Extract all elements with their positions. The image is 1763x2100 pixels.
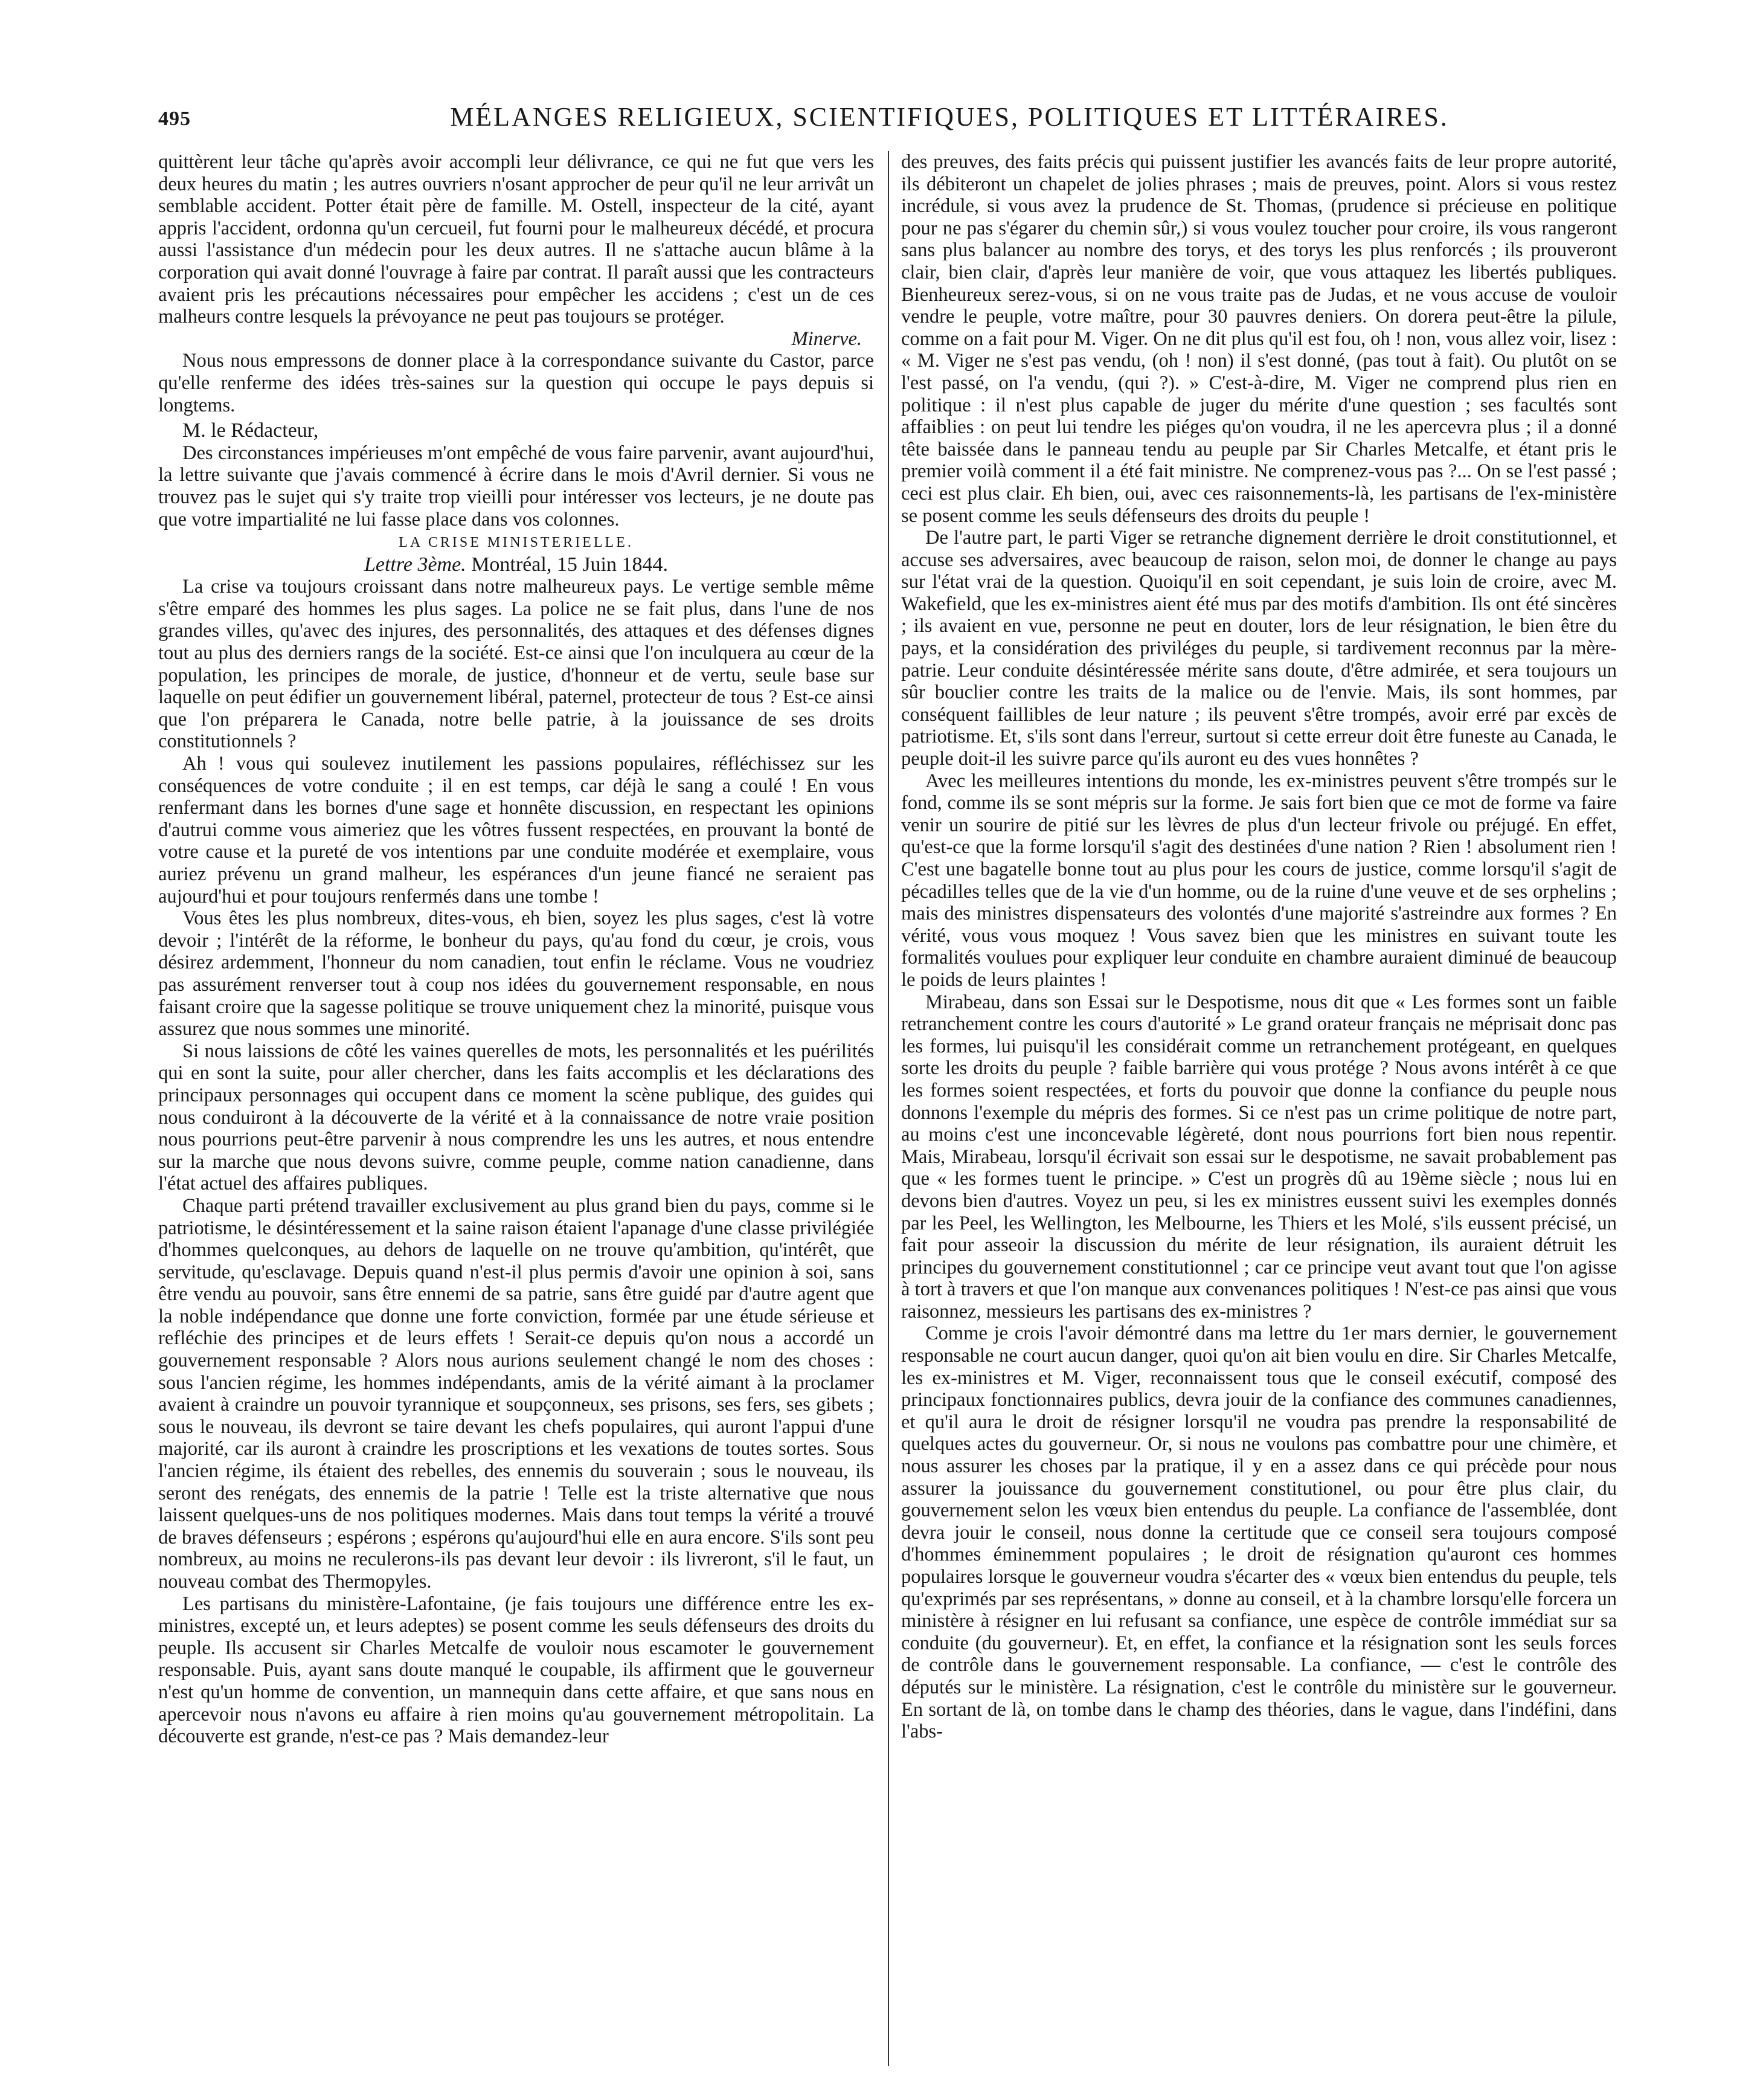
article-paragraph: Mirabeau, dans son Essai sur le Despotisme, nous dit que « Les formes sont un faible retranchement contre les cours d'autorité » Le grand orateur français ne méprisait donc pas les formes, lui puisqu'il les considérait comme un retranchement protégeant, en quelques sorte les droits du peuple ? faible barrière qui vous protége ? Nous avons intérêt à ce que les formes soient respectées, et forts du pouvoir que donne la confiance du peuple nous donnons l'exemple du mépris des formes. Si ce n'est pas un crime politique de notre part, au moins c'est une inconcevable légèreté, dont nous pourrions fort bien nous repentir. Mais, Mirabeau, lorsqu'il écrivait son essai sur le despotisme, ne savait probablement pas que « les formes tuent le principe. » C'est un progrès dû au 19ème siècle ; nous lui en devons bien d'autres. Voyez un peu, si les ex ministres eussent suivi les exemples donnés par les Peel, les Wellington, les Melbourne, les Thiers et les Molé, s'ils eussent précisé, un fait pour asseoir la discussion du mérite de leur résignation, ils auraient détruit les principes du gouvernement constitutionnel ; car ce principe veut avant tout que l'on agisse à tort à travers et que l'on manque aux convenances politiques ! N'est-ce pas ainsi que vous raisonnez, messieurs les partisans des ex-ministres ? [901, 991, 1617, 1322]
editorial-note: Nous nous empressons de donner place à la correspondance suivante du Castor, parce qu'elle renferme des idées très-saines sur la question qui occupe le pays depuis si longtems. [158, 350, 874, 416]
article-paragraph: Vous êtes les plus nombreux, dites-vous, eh bien, soyez les plus sages, c'est là votre devoir ; l'intérêt de la réforme, le bonheur du pays, qu'au fond du cœur, je crois, vous désirez ardemment, l'honneur du nom canadien, tout enfin le réclame. Vous ne voudriez pas assurément renverser tout à coup nos idées du gouvernement responsable, en nous faisant croire que la sagesse politique se trouve uniquement chez la minorité, puisque vous assurez que nous sommes une minorité. [158, 907, 874, 1040]
article-paragraph: des preuves, des faits précis qui puissent justifier les avancés faits de leur propre autorité, ils débiteront un chapelet de jolies phrases ; mais de preuves, point. Alors si vous restez incrédule, si vous avez la prudence de St. Thomas, (prudence si précieuse en politique pour ne pas s'égarer du chemin sûr,) si vous voulez toucher pour croire, ils vous rangeront sans plus balancer au nombre des torys, et des torys les plus renforcés ; ils prouveront clair, bien clair, d'après leur manière de voir, que vous attaquez les libertés publiques. Bienheureux serez-vous, si on ne vous traite pas de Judas, et ne vous accuse de vouloir vendre le peuple, votre maître, pour 30 pauvres deniers. On dorera peut-être la pilule, comme on a fait pour M. Viger. On ne dit plus qu'il est fou, oh ! non, vous allez voir, lisez : « M. Viger ne s'est pas vendu, (oh ! non) il s'est donné, (pas tout à fait). Ou plutôt on se l'est passé, on l'a vendu, (qui ?). » C'est-à-dire, M. Viger ne comprend plus rien en politique : il n'est plus capable de juger du mérite d'une question ; ses facultés sont affaiblies : on peut lui tendre les piéges qu'on voudra, il ne les apercevra plus ; il a donné tête baissée dans le panneau tendu au peuple par Sir Charles Metcalfe, et étant pris le premier voilà comment il a été fait ministre. Ne comprenez-vous pas ?... On se l'est passé ; ceci est plus clair. Eh bien, oui, avec ces raisonnements-là, les partisans de l'ex-ministère se posent comme les seuls défenseurs des droits du peuple ! [901, 151, 1617, 527]
article-paragraph: quittèrent leur tâche qu'après avoir accompli leur délivrance, ce qui ne fut que vers les deux heures du matin ; les autres ouvriers n'osant approcher de peur qu'il ne leur arrivât un semblable accident. Potter était père de famille. M. Ostell, inspecteur de la cité, ayant appris l'accident, ordonna qu'un cercueil, fut fourni pour le malheureux décédé, et procura aussi l'assistance d'un médecin pour les deux autres. Il ne s'attache aucun blâme à la corporation qui avait donné l'ouvrage à faire par contrat. Il paraît aussi que les contracteurs avaient pris les précautions nécessaires pour empêcher les accidens ; c'est un de ces malheurs contre lesquels la prévoyance ne peut pas toujours se protéger. [158, 151, 874, 328]
article-paragraph: Si nous laissions de côté les vaines querelles de mots, les personnalités et les puérilités qui en sont la suite, pour aller chercher, dans les faits accomplis et les déclarations des principaux personnages qui occupent dans ce moment la scène publique, des guides qui nous conduiront à la découverte de la vérité et à la connaissance de notre vraie position nous pourrions peut-être parvenir à nous comprendre les uns les autres, et nous entendre sur la marche que nous devons suivre, comme peuple, comme nation canadienne, dans l'état actuel des affaires publiques. [158, 1040, 874, 1195]
dateline-label: Lettre 3ème. [364, 553, 466, 576]
article-paragraph: Ah ! vous qui soulevez inutilement les passions populaires, réfléchissez sur les conséquences de votre conduite ; il en est temps, car déjà le sang a coulé ! En vous renfermant dans les bornes d'une sage et honnête discussion, en respectant les opinions d'autrui comme vous aimeriez que les vôtres fussent respectées, en prouvant la bonté de votre cause et la pureté de vos intentions par une conduite modérée et exemplaire, vous auriez prévenu un grand malheur, les espérances d'un jeune fiancé ne seraient pas aujourd'hui et pour toujours renfermés dans une tombe ! [158, 753, 874, 907]
running-title: MÉLANGES RELIGIEUX, SCIENTIFIQUES, POLITIQUES ET LITTÉRAIRES. [450, 102, 1449, 132]
source-attribution: Minerve. [791, 327, 862, 350]
article-paragraph: Avec les meilleures intentions du monde, les ex-ministres peuvent s'être trompés sur le fond, comme ils se sont mépris sur la forme. Je sais fort bien que ce mot de forme va faire venir un sourire de pitié sur les lèvres de plus d'un lecteur frivole ou préjugé. En effet, qu'est-ce que la forme lorsqu'il s'agit des destinées d'une nation ? Rien ! absolument rien ! C'est une bagatelle bonne tout au plus pour les cours de justice, comme lorsqu'il s'agit de pécadilles telles que de la vie d'un homme, ou de la ruine d'une veuve et de ses orphelins ; mais des ministres dispensateurs des volontés d'une majorité s'astreindre aux formes ? En vérité, vous vous moquez ! Vous savez bien que les ministres en suivant toute les formalités voulues pour expliquer leur conduite en chambre auraient diminué de beaucoup le poids de leurs plaintes ! [901, 770, 1617, 991]
column-divider [888, 151, 889, 2066]
article-paragraph: La crise va toujours croissant dans notre malheureux pays. Le vertige semble même s'être emparé des hommes les plus sages. La police ne se fait plus, dans l'une de nos grandes villes, qu'avec des injures, des personnalités, des attaques et des défenses dignes tout au plus des derniers rangs de la société. Est-ce ainsi que l'on inculquera au cœur de la population, les principes de morale, de justice, d'honneur et de vertu, seule base sur laquelle on peut édifier un gouvernement libéral, paternel, protecteur de tous ? Est-ce ainsi que l'on préparera le Canada, notre belle patrie, à la jouissance de ses droits constitutionnels ? [158, 576, 874, 753]
section-heading: LA CRISE MINISTERIELLE. [399, 535, 634, 551]
article-paragraph: Chaque parti prétend travailler exclusivement au plus grand bien du pays, comme si le patriotisme, le désintéressement et la saine raison étaient l'apanage d'une classe privilégiée d'hommes quelconques, au dehors de laquelle on ne trouve qu'ambition, qu'intérêt, que servitude, qu'esclavage. Depuis quand n'est-il plus permis d'avoir une opinion à soi, sans être vendu au pouvoir, sans être ennemi de sa patrie, sans être guidé par d'autre agent que la noble indépendance que donne une forte conviction, formée par une étude sérieuse et refléchie des principes et de leurs effets ! Serait-ce depuis qu'on nous a accordé un gouvernement responsable ? Alors nous aurions seulement changé le nom des choses : sous l'ancien régime, les hommes indépendants, amis de la vérité aimant à la proclamer avaient à craindre un pouvoir tyrannique et soupçonneux, ses prisons, ses fers, ses gibets ; sous le nouveau, ils devront se taire devant les chefs populaires, qui auront l'appui d'une majorité, car ils auront à craindre les proscriptions et les vexations de toutes sortes. Sous l'ancien régime, ils étaient des rebelles, des ennemis du souverain ; sous le nouveau, ils seront des renégats, des ennemis de la patrie ! Telle est la triste alternative que nous laissent quelques-uns de nos politiques modernes. Mais dans tout temps la vérité a trouvé de braves défenseurs ; espérons ; espérons qu'aujourd'hui elle en aura encore. S'ils sont peu nombreux, au moins ne reculerons-ils pas devant leur devoir : ils livreront, s'il le faut, un nouveau combat des Thermopyles. [158, 1194, 874, 1593]
letter-salutation: M. le Rédacteur, [182, 419, 319, 442]
page-number: 495 [158, 108, 191, 130]
page-header [158, 101, 1620, 144]
article-paragraph: Les partisans du ministère-Lafontaine, (je fais toujours une différence entre les ex-ministres, excepté un, et leurs adeptes) se posent comme les seuls défenseurs des droits du peuple. Ils accusent sir Charles Metcalfe de vouloir nous escamoter le gouvernement responsable. Puis, ayant sans doute manqué le coupable, ils affirment que le gouverneur n'est qu'un homme de convention, un mannequin dans cette affaire, et que sans nous en apercevoir nous n'avons eu affaire à rien moins qu'au gouvernement métropolitain. La découverte est grande, n'est-ce pas ? Mais demandez-leur [158, 1593, 874, 1748]
letter-intro: Des circonstances impérieuses m'ont empêché de vous faire parvenir, avant aujourd'hui, la lettre suivante que j'avais commencé à écrire dans le mois d'Avril dernier. Si vous ne trouvez pas le sujet qui s'y traite trop vieilli pour intéresser vos lecteurs, je ne doute pas que votre impartialité ne lui fasse place dans vos colonnes. [158, 442, 874, 530]
letter-dateline [158, 554, 874, 576]
right-column [901, 151, 1617, 2069]
dateline-place: Montréal, 15 Juin 1844. [471, 553, 668, 576]
article-paragraph: De l'autre part, le parti Viger se retranche dignement derrière le droit constitutionnel, et accuse ses adversaires, avec beaucoup de raison, selon moi, de donner le change au pays sur l'état vrai de la question. Quoiqu'il en soit cependant, je suis loin de croire, avec M. Wakefield, que les ex-ministres aient été mus par des motifs d'ambition. Ils ont été sincères ; ils avaient en vue, personne ne peut en douter, lors de leur résignation, le bien être du pays, et la considération des priviléges du peuple, si tardivement reconnus par la mère-patrie. Leur conduite désintéressée mérite sans doute, d'être admirée, et sera toujours un sûr bouclier contre les traits de la malice ou de l'envie. Mais, ils sont hommes, par conséquent faillibles de leur nature ; ils peuvent s'être trompés, avoir erré par excès de patriotisme. Et, s'ils sont dans l'erreur, surtout si cette erreur doit être funeste au Canada, le peuple doit-il les suivre parce qu'ils auront eu des vues honnêtes ? [901, 527, 1617, 770]
left-column [158, 151, 874, 2069]
article-paragraph: Comme je crois l'avoir démontré dans ma lettre du 1er mars dernier, le gouvernement responsable ne court aucun danger, quoi qu'on ait bien voulu en dire. Sir Charles Metcalfe, les ex-ministres et M. Viger, reconnaissent tous que le conseil exécutif, composé des principaux fonctionnaires publics, devra jouir de la confiance des communes canadiennes, et qu'il aura le droit de résigner lorsqu'il ne voudra pas prendre la responsabilité de quelques actes du gouverneur. Or, si nous ne voulons pas combattre pour une chimère, et nous assurer les choses par la pratique, il y en a assez dans ce qui précède pour nous assurer la jouissance du gouvernement constitutionel, ou pour être plus clair, du gouvernement selon les vœux bien entendus du peuple. La confiance de l'assemblée, dont devra jouir le conseil, nous donne la certitude que ce conseil sera toujours composé d'hommes éminemment populaires ; le droit de résignation qu'auront ces hommes populaires lorsque le gouverneur voudra s'écarter des « vœux bien entendus du peuple, tels qu'exprimés par ses représentans, » donne au conseil, et à la chambre lorsqu'elle forcera un ministère à résigner en lui refusant sa confiance, une espèce de contrôle immédiat sur sa conduite (du gouverneur). Et, en effet, la confiance et la résignation sont les seuls forces de contrôle dans le gouvernement responsable. La confiance, — c'est le contrôle des députés sur le ministère. La résignation, c'est le contrôle du ministère sur le gouverneur. En sortant de là, on tombe dans le champ des théories, dans le vague, dans l'indéfini, dans l'abs- [901, 1322, 1617, 1743]
